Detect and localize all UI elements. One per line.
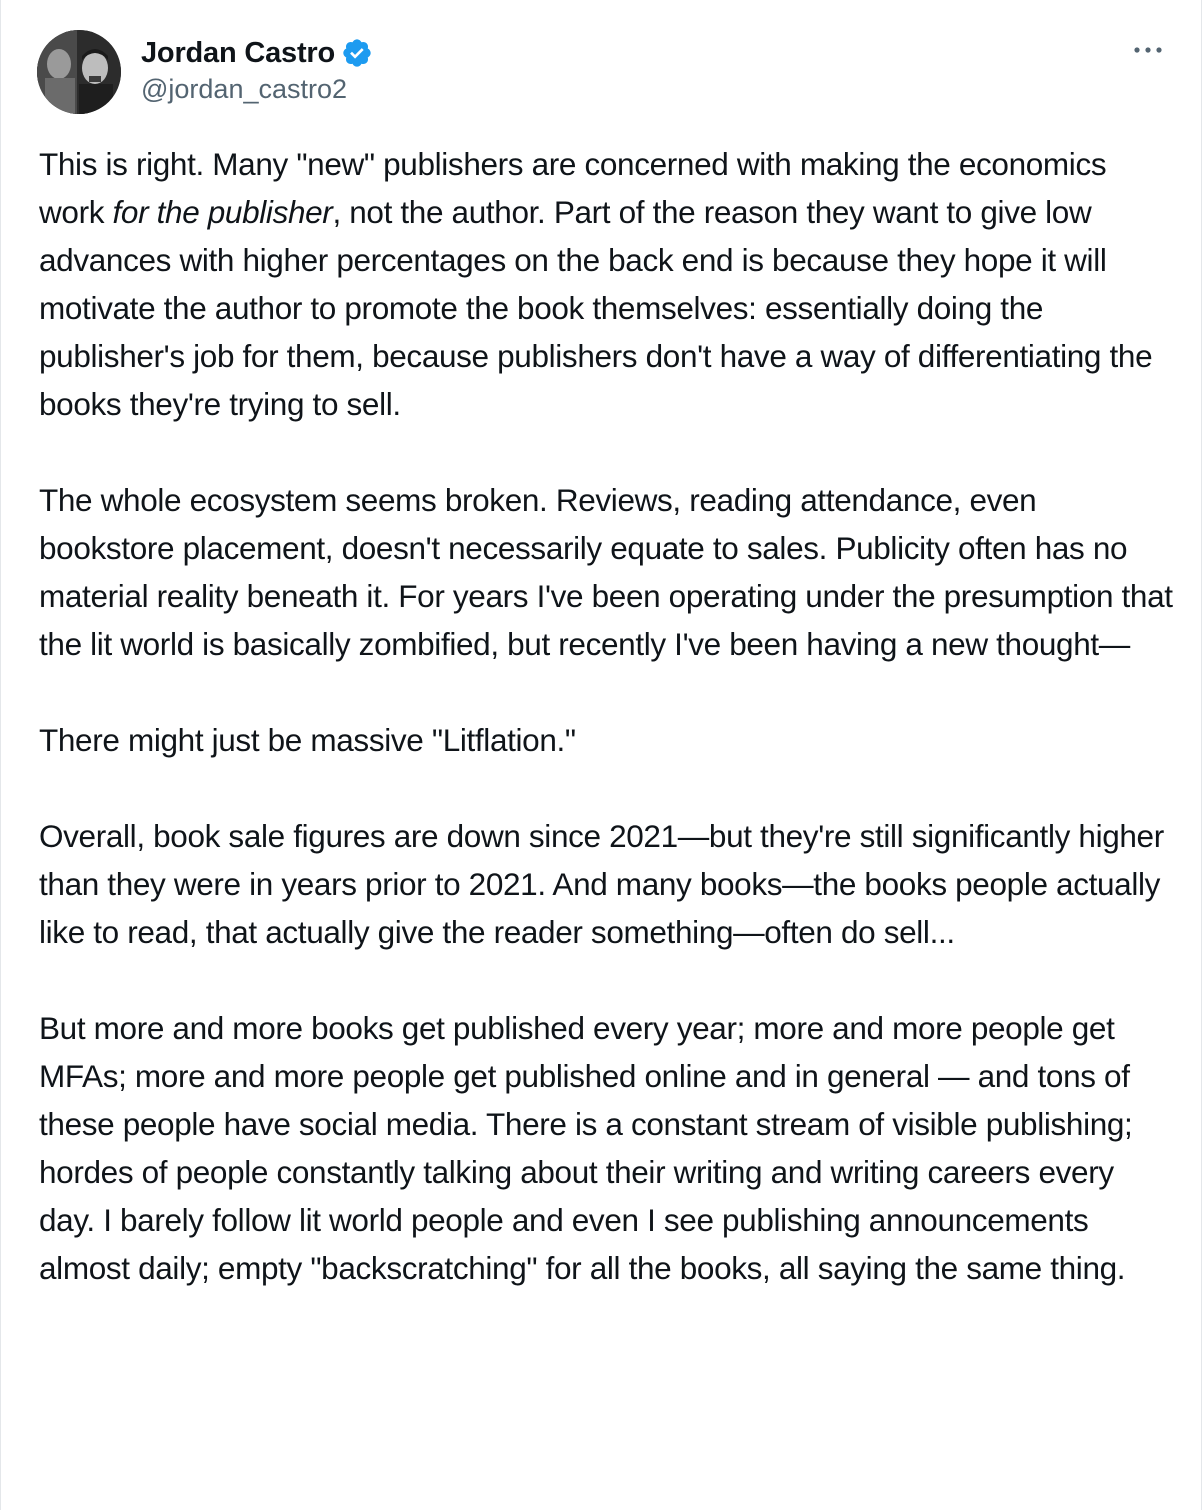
tweet-text-segment: , not the author. Part of the reason they want to give low advances with higher percentages on the back end is because they hope it will motivate the author to promote the book themselves: essentially doing the publisher's job for them, because publishers don't have a way of differentiating the books they're trying to sell. [39, 194, 1153, 422]
avatar-photo-icon [37, 30, 121, 114]
tweet-paragraph-4: Overall, book sale figures are down since 2021—but they're still significantly higher than they were in years prior to 2021. And many books—the books people actually like to read, that actually give the reader something—often do sell... [39, 818, 1164, 950]
avatar[interactable] [37, 30, 121, 114]
verified-badge-icon[interactable] [341, 37, 373, 69]
more-horizontal-icon [1131, 40, 1165, 60]
tweet-text-emphasis: for the publisher [112, 194, 333, 230]
tweet-text-segment: This is right. Many "new" publishers are concerned with making the economics work [39, 146, 1107, 230]
tweet-text [39, 140, 1174, 1292]
tweet-header [37, 30, 1171, 114]
more-options-button[interactable] [1131, 40, 1165, 60]
tweet-paragraph-2: The whole ecosystem seems broken. Reviews, reading attendance, even bookstore placement, doesn't necessarily equate to sales. Publicity often has no material reality beneath it. For years I've been operating under the presumption that the lit world is basically zombified, but recently I've been having a new thought— [39, 482, 1173, 662]
user-handle[interactable]: @jordan_castro2 [141, 74, 348, 104]
tweet-paragraph-5: But more and more books get published every year; more and more people get MFAs; more and more people get published online and in general — and tons of these people have social media. There is a constant stream of visible publishing; hordes of people constantly talking about their writing and writing careers every day. I barely follow lit world people and even I see publishing announcements almost daily; empty "backscratching" for all the books, all saying the same thing. [39, 1010, 1133, 1286]
paragraph-gap [39, 956, 1174, 1004]
paragraph-gap [39, 428, 1174, 476]
display-name[interactable]: Jordan Castro [141, 36, 335, 69]
user-meta [141, 36, 373, 105]
paragraph-gap [39, 668, 1174, 716]
paragraph-gap [39, 764, 1174, 812]
name-row [141, 36, 373, 70]
tweet-paragraph-1 [39, 140, 1174, 428]
tweet-paragraph-3: There might just be massive "Litflation." [39, 722, 576, 758]
